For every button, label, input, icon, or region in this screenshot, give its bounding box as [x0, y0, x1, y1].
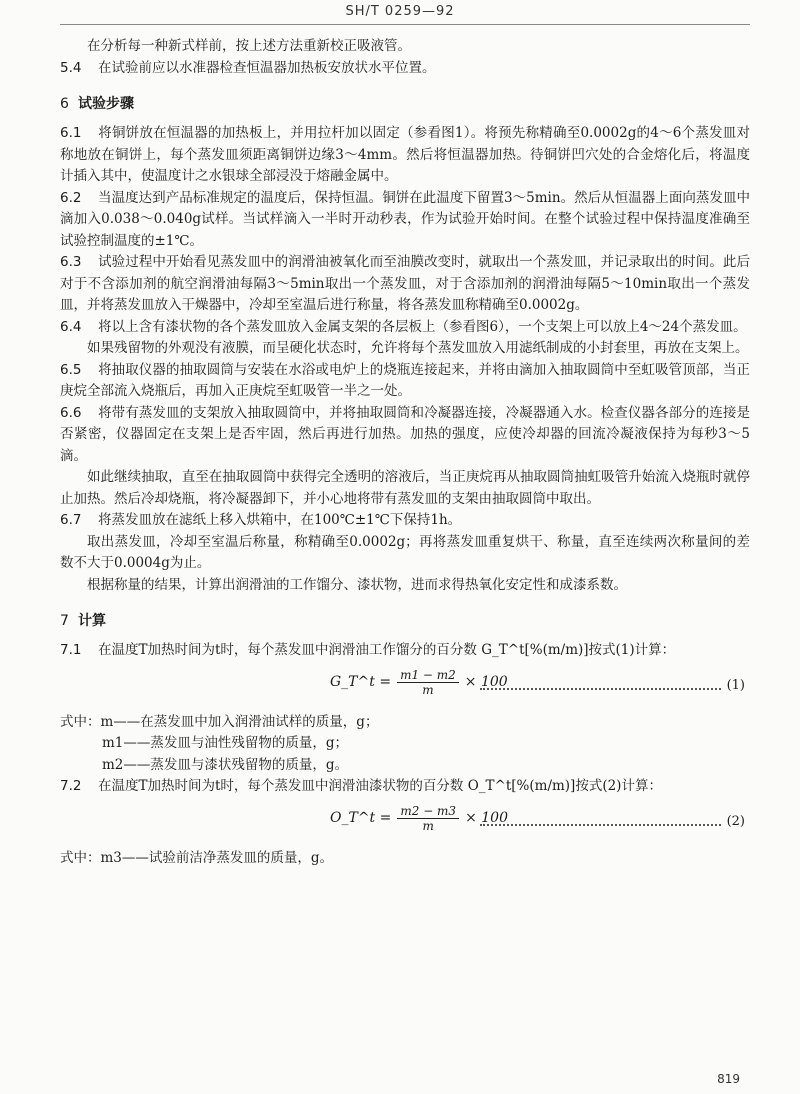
- paragraph-6-1: [60, 123, 750, 188]
- paragraph-6-4: [60, 317, 750, 339]
- section-number: 6: [60, 96, 69, 112]
- clause-text: 在温度T加热时间为t时，每个蒸发皿中润滑油漆状物的百分数 O_T^t[%(m/m)]按式(2)计算：: [98, 778, 662, 794]
- equation-tail: × 100: [464, 674, 508, 690]
- paragraph-6-7: [60, 510, 750, 532]
- equation-leader: [480, 678, 745, 693]
- paragraph-7-2: [60, 776, 750, 798]
- paragraph-6-4-cont: 如果残留物的外观没有液膜，而呈硬化状态时，允许将每个蒸发皿放入用滤纸制成的小封套里，再放在支架上。: [87, 340, 749, 356]
- equation-2: [60, 800, 750, 846]
- equation-number: (1): [726, 677, 745, 693]
- where-clause-2: [60, 848, 750, 870]
- fraction-denominator: m: [422, 682, 434, 697]
- paragraph-6-2: [60, 188, 750, 253]
- paragraph-6-6: [60, 403, 750, 468]
- fraction-numerator: m1 − m2: [397, 668, 459, 683]
- clause-number: 6.6: [60, 404, 82, 421]
- clause-text: 试验过程中开始看见蒸发皿中的润滑油被氧化而至油膜改变时，就取出一个蒸发皿，并记录取出的时间。此后对于不含添加剂的航空润滑油每隔3～5min取出一个蒸发皿，对于含添加剂的润滑油每隔5～10min取出一个蒸发皿，并将蒸发皿放入干燥器中，冷却至室温后进行称量，将各蒸发皿称精确至0.0002g。: [60, 254, 750, 313]
- paragraph-6-5: [60, 360, 750, 403]
- clause-number: 7.1: [60, 642, 82, 658]
- equation-lhs: G_T^t =: [330, 674, 392, 690]
- variable-definition: m——在蒸发皿中加入润滑油试样的质量，g；: [100, 713, 379, 730]
- fraction-denominator: m: [422, 818, 434, 833]
- clause-text: 将铜饼放在恒温器的加热板上，并用拉杆加以固定（参看图1）。将预先称精确至0.0002g的4～6个蒸发皿对称地放在铜饼上，每个蒸发皿须距离铜饼边缘3～4mm。然后将恒温器加热。待铜饼凹穴处的合金熔化后，将温度计插入其中，使温度计之水银球全部浸没于熔融金属中。: [60, 125, 750, 184]
- equation-tail: × 100: [465, 810, 508, 826]
- clause-number: 6.4: [60, 318, 82, 335]
- section-title: 试验步骤: [78, 96, 134, 112]
- equation-lhs: O_T^t =: [330, 810, 392, 826]
- clause-text: 将蒸发皿放在滤纸上移入烘箱中，在100℃±1℃下保持1h。: [98, 512, 462, 528]
- dot-leader: [480, 816, 721, 826]
- clause-number: 7.2: [60, 778, 82, 794]
- paragraph-5-3-cont: 在分析每一种新式样前，按上述方法重新校正吸液管。: [87, 38, 411, 54]
- paragraph-5-4: [60, 58, 750, 80]
- clause-text: 当温度达到产品标准规定的温度后，保持恒温。铜饼在此温度下留置3～5min。然后从恒温器上面向蒸发皿中滴加入0.038～0.040g试样。当试样滴入一半时开动秒表，作为试验开始时间。在整个试验过程中保持温度准确至试验控制温度的±1℃。: [60, 189, 750, 249]
- clause-text: 将抽取仪器的抽取圆筒与安装在水浴或电炉上的烧瓶连接起来，并将由滴加入抽取圆筒中至虹吸管顶部，当正庚烷全部流入烧瓶后，再加入正庚烷至虹吸管一半之一处。: [60, 361, 750, 399]
- clause-text: 将带有蒸发皿的支架放入抽取圆筒中，并将抽取圆筒和冷凝器连接，冷凝器通入水。检查仪器各部分的连接是否紧密，仪器固定在支架上是否牢固，然后再进行加热。加热的强度，应使冷却器的回流冷凝液保持为每秒3～5滴。: [60, 404, 750, 464]
- equation-number: (2): [726, 813, 745, 829]
- clause-number: 6.3: [60, 254, 82, 270]
- paragraph-6-6-cont: 如此继续抽取，直至在抽取圆筒中获得完全透明的溶液后，当正庚烷再从抽取圆筒抽虹吸管升始流入烧瓶时就停止加热。然后冷却烧瓶，将冷凝器卸下，并小心地将带有蒸发皿的支架由抽取圆筒中取出。: [60, 469, 750, 507]
- standard-code-header: SH/T 0259—92: [345, 4, 455, 19]
- document-body: [60, 36, 750, 869]
- equation-fraction: [397, 804, 459, 833]
- equation-1: [60, 664, 750, 710]
- clause-text: 在试验前应以水准器检查恒温器加热板安放状水平位置。: [98, 59, 436, 76]
- section-title: 计算: [78, 613, 106, 629]
- paragraph-7-1: [60, 640, 750, 662]
- clause-number: 6.7: [60, 512, 82, 528]
- fraction-numerator: m2 − m3: [397, 804, 459, 819]
- variable-definition: m1——蒸发皿与油性残留物的质量，g；: [102, 735, 349, 751]
- clause-number: 6.1: [60, 125, 82, 141]
- dot-leader: [480, 680, 721, 690]
- clause-text: 将以上含有漆状物的各个蒸发皿放入金属支架的各层板上（参看图6），一个支架上可以放上4～24个蒸发皿。: [98, 318, 747, 335]
- where-intro: 式中：: [60, 713, 101, 730]
- section-6-heading: [60, 93, 750, 113]
- paragraph-6-7-cont: 取出蒸发皿，冷却至室温后称量，称精确至0.0002g；再将蒸发皿重复烘干、称量，直至连续两次称量间的差数不大于0.0004g为止。: [60, 533, 750, 571]
- section-7-heading: [60, 610, 750, 630]
- clause-number: 5.4: [60, 59, 82, 76]
- section-number: 7: [60, 613, 69, 629]
- page-number: 819: [717, 1072, 740, 1086]
- equation-fraction: [397, 668, 459, 697]
- header-rule: [60, 24, 750, 25]
- variable-definition: m3——试验前洁净蒸发皿的质量，g。: [100, 849, 334, 866]
- variable-definition: m2——蒸发皿与漆状残留物的质量，g。: [102, 756, 349, 773]
- where-intro: 式中：: [60, 849, 101, 866]
- clause-number: 6.2: [60, 189, 82, 206]
- clause-number: 6.5: [60, 361, 82, 378]
- paragraph-6-3: [60, 252, 750, 317]
- clause-text: 在温度T加热时间为t时，每个蒸发皿中润滑油工作馏分的百分数 G_T^t[%(m/m)]按式(1)计算：: [98, 642, 676, 658]
- where-clause-1: [60, 712, 750, 734]
- equation-leader: [480, 814, 745, 829]
- paragraph-6-7-result: 根据称量的结果，计算出润滑油的工作馏分、漆状物，进而求得热氧化安定性和成漆系数。: [87, 576, 627, 593]
